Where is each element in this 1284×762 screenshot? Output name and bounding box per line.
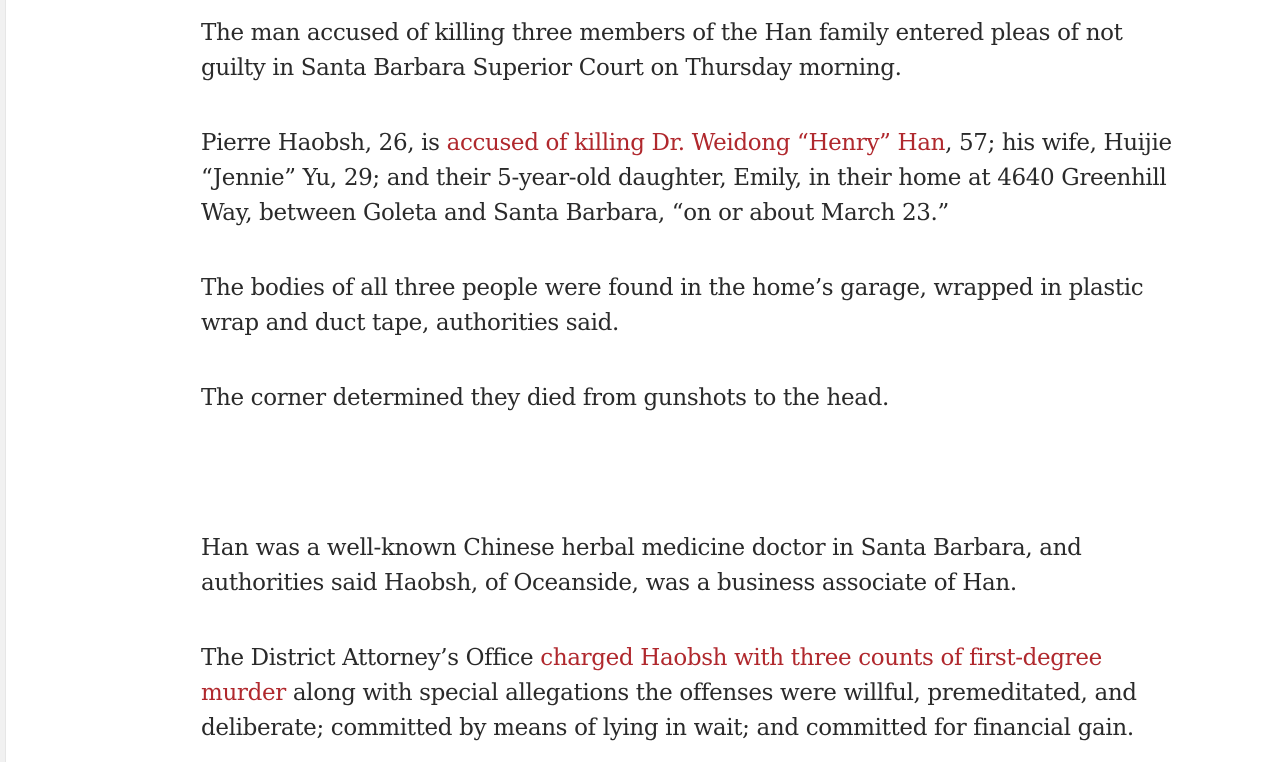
- paragraph-pleas: The man accused of killing three members of the Han family entered pleas of not guilty in Santa Barbara Superior Court on Thursday morning.: [201, 20, 1123, 81]
- charged-murder-link[interactable]: charged Haobsh with three counts of first-degree murder: [201, 645, 1102, 706]
- accused-of-killing-link[interactable]: accused of killing Dr. Weidong “Henry” Han: [446, 130, 946, 156]
- left-border: [0, 0, 6, 762]
- paragraph-charges-text-after: along with special allegations the offenses were willful, premeditated, and deliberate; committed by means of lying in wait; and committed for financial gain.: [201, 680, 1137, 741]
- paragraph-charges: [201, 641, 1176, 746]
- paragraph-accused-text-before: Pierre Haobsh, 26, is: [201, 130, 447, 156]
- paragraph-accused-text-after: , 57; his wife, Huijie “Jennie” Yu, 29; and their 5-year-old daughter, Emily, in their home at 4640 Greenhill Way, between Goleta and Santa Barbara, “on or about March 23.”: [201, 130, 1172, 226]
- paragraph-han-doctor: Han was a well-known Chinese herbal medicine doctor in Santa Barbara, and authorities said Haobsh, of Oceanside, was a business associate of Han.: [201, 535, 1082, 596]
- paragraph-coroner: The corner determined they died from gunshots to the head.: [201, 385, 889, 411]
- paragraph-accused: [201, 126, 1176, 231]
- article-body: [201, 16, 1176, 762]
- paragraph-bodies: The bodies of all three people were found in the home’s garage, wrapped in plastic wrap and duct tape, authorities said.: [201, 275, 1144, 336]
- paragraph-charges-text-before: The District Attorney’s Office: [201, 645, 541, 671]
